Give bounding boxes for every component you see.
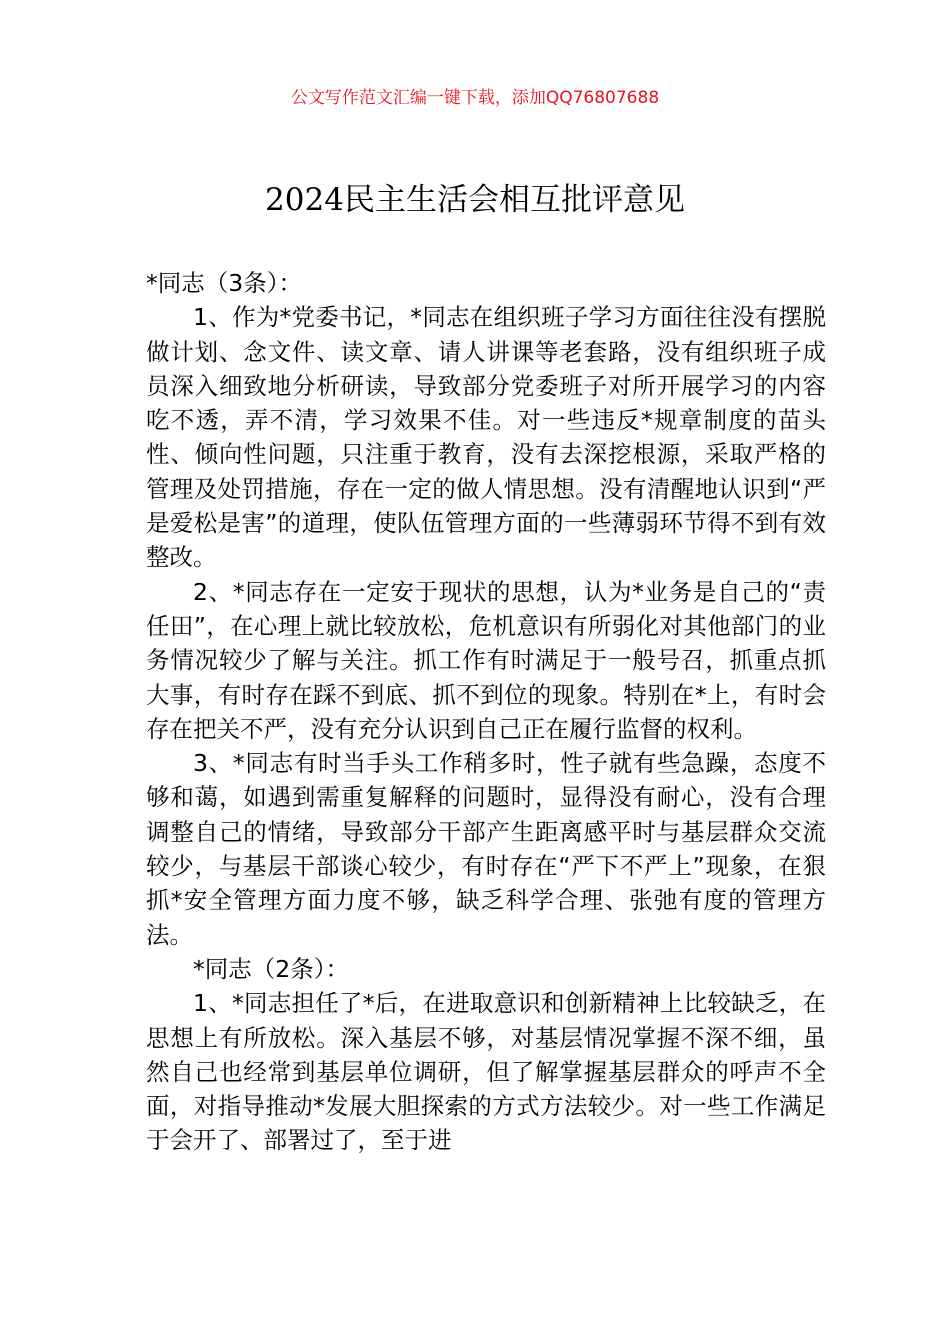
section-heading-comrade-1: *同志（3条）： bbox=[146, 269, 302, 297]
paragraph-1-2: 2、*同志存在一定安于现状的思想，认为*业务是自己的“责任田”，在心理上就比较放松，危机意识有所弱化对其他部门的业务情况较少了解与关注。抓工作有时满足于一般号召，抓重点抓大事，有时存在踩不到底、抓不到位的现象。特别在*上，有时会存在把关不严，没有充分认识到自己正在履行监督的权利。 bbox=[146, 577, 826, 743]
paragraph-1-3: 3、*同志有时当手头工作稍多时，性子就有些急躁，态度不够和蔼，如遇到需重复解释的问题时，显得没有耐心，没有合理调整自己的情绪，导致部分干部产生距离感平时与基层群众交流较少，与基层干部谈心较少，有时存在“严下不严上”现象，在狠抓*安全管理方面力度不够，缺乏科学合理、张弛有度的管理方法。 bbox=[146, 749, 826, 949]
document-body bbox=[146, 266, 826, 1158]
paragraph-2-1: 1、*同志担任了*后，在进取意识和创新精神上比较缺乏，在思想上有所放松。深入基层不够，对基层情况掌握不深不细，虽然自己也经常到基层单位调研，但了解掌握基层群众的呼声不全面，对指导推动*发展大胆探索的方式方法较少。对一些工作满足于会开了、部署过了，至于进 bbox=[146, 989, 826, 1155]
document-title: 2024民主生活会相互批评意见 bbox=[265, 182, 685, 218]
section-heading-comrade-2: *同志（2条）： bbox=[193, 954, 349, 983]
paragraph-1-1: 1、作为*党委书记，*同志在组织班子学习方面往往没有摆脱做计划、念文件、读文章、请人讲课等老套路，没有组织班子成员深入细致地分析研读，导致部分党委班子对所开展学习的内容吃不透，弄不清，学习效果不佳。对一些违反*规章制度的苗头性、倾向性问题，只注重于教育，没有去深挖根源，采取严格的管理及处罚措施，存在一定的做人情思想。没有清醒地认识到“严是爱松是害”的道理，使队伍管理方面的一些薄弱环节得不到有效整改。 bbox=[146, 303, 826, 572]
download-notice: 公文写作范文汇编一键下载，添加QQ76807688 bbox=[290, 88, 660, 108]
